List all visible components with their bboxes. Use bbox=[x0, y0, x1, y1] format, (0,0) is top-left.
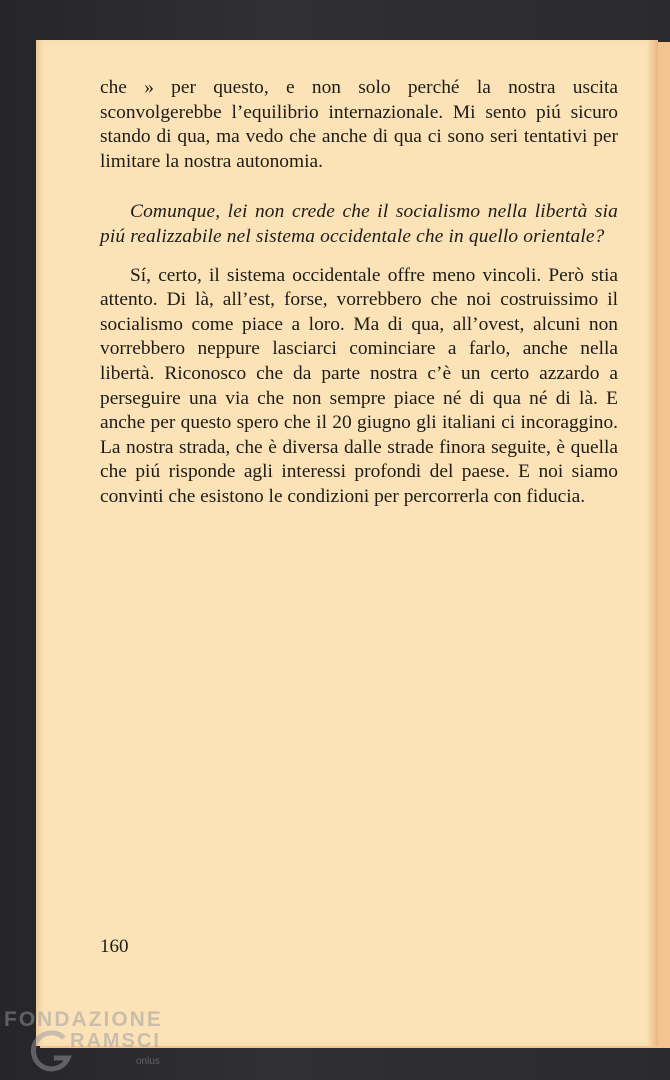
foundation-watermark bbox=[4, 1004, 204, 1080]
watermark-line-2: RAMSCI bbox=[70, 1030, 161, 1052]
paragraph-intro: che » per questo, e non solo perché la nostra uscita sconvolgerebbe l’equilibrio internazionale. Mi sento piú sicuro stando di qua, ma vedo che anche di qua ci sono seri tentativi per limitare la nostra autonomia. bbox=[100, 77, 618, 172]
watermark-line-3: onlus bbox=[136, 1056, 160, 1067]
page-number: 160 bbox=[100, 936, 129, 957]
page-edge-shadow bbox=[646, 40, 658, 1046]
paragraph-question: Comunque, lei non crede che il socialismo nella libertà sia piú realizzabile nel sistema occidentale che in quello orientale? bbox=[100, 201, 618, 247]
watermark-g-logo-icon bbox=[30, 1026, 74, 1076]
body-text bbox=[100, 76, 618, 510]
watermark-line-1: FONDAZIONE bbox=[4, 1008, 163, 1031]
paragraph-answer: Sí, certo, il sistema occidentale offre meno vincoli. Però stia attento. Di là, all’est, forse, vorrebbero che noi costruissimo il socialismo come piace a loro. Ma di qua, all’ovest, alcuni non vorrebbero neppure lasciarci cominciare a farlo, anche nella libertà. Riconosco che da parte nostra c’è un certo azzardo a perseguire una via che non sempre piace né di qua né di là. E anche per questo spero che il 20 giugno gli italiani ci incoraggino. La nostra strada, che è diversa dalle strade finora seguite, è quella che piú risponde agli interessi profondi del paese. E noi siamo convinti che esistono le condizioni per percorrerla con fiducia. bbox=[100, 264, 618, 507]
